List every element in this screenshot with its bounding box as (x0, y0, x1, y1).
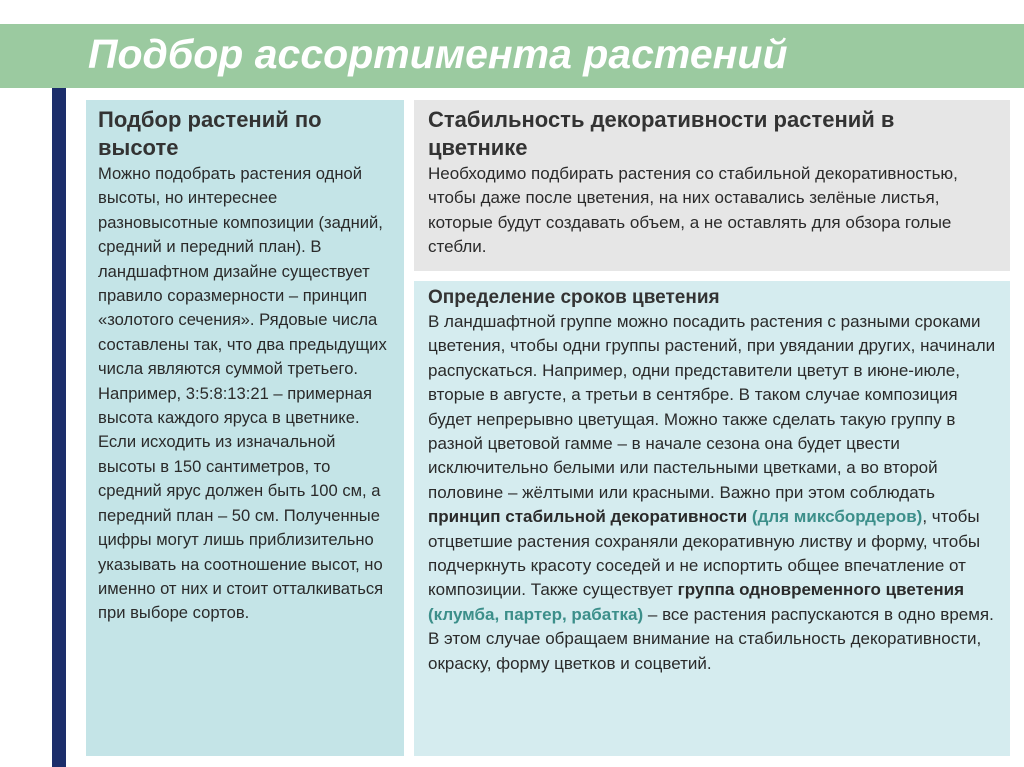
bloom-timing-text (428, 310, 1000, 676)
simultaneous-bloom-group: группа одновременного цветения (677, 580, 964, 600)
bloom-timing-text-part3: – все растения распускаются в одно время. В этом случае обращаем внимание на стабильность декоративности, окраску, форму цветков и соцветий. (428, 604, 994, 673)
bloom-timing-text-part1: В ландшафтной группе можно посадить растения с разными сроками цветения, чтобы одни группы растений, при увядании других, начинали распускаться. Например, одни представители цветут в июне-июле, вторые в августе, а третьи в сентябре. В таком случае композиция будет непрерывно цветущая. Можно также сделать такую группу в разной цветовой гамме – в начале сезона она будет цвести исключительно белыми или пастельными цветками, а во второй половине – жёлтыми или красными. Важно при этом соблюдать (428, 312, 996, 502)
decorative-stability-panel (414, 100, 1010, 271)
side-accent-stripe (52, 88, 66, 767)
bloom-timing-heading: Определение сроков цветения (428, 287, 720, 308)
flowerbed-types-note: (клумба, партер, рабатка) (428, 604, 644, 624)
height-selection-heading: Подбор растений по высоте (98, 107, 322, 160)
stable-decorativeness-principle: принцип стабильной декоративности (428, 507, 748, 527)
slide-title: Подбор ассортимента растений (88, 31, 788, 77)
mixborders-note: (для миксбордеров) (751, 507, 923, 527)
decorative-stability-text: Необходимо подбирать растения со стабильной декоративностью, чтобы даже после цветения, на них оставались зелёные листья, которые будут создавать объем, а не оставлять для обзора голые стебли. (428, 164, 958, 257)
height-selection-text: Можно подобрать растения одной высоты, но интереснее разновысотные композиции (задний, средний и передний план). В ландшафтном дизайне существует правило соразмерности – принцип «золотого сечения». Рядовые числа составлены так, что два предыдущих числа являются суммой третьего. Например, 3:5:8:13:21 – примерная высота каждого яруса в цветнике. Если исходить из изначальной высоты в 150 сантиметров, то средний ярус должен быть 100 см, а передний план – 50 см. Полученные цифры могут лишь приблизительно указывать на соотношение высот, но именно от них и стоит отталкиваться при выборе сортов. (98, 164, 387, 623)
bloom-timing-panel (414, 281, 1010, 756)
title-bar (0, 24, 1024, 88)
height-selection-panel (86, 100, 404, 756)
bloom-timing-text-part2: , чтобы отцветшие растения сохраняли декоративную листву и форму, чтобы подчеркнуть красоту соседей и не испортить общее впечатление от композиции. Также существует (428, 507, 981, 600)
decorative-stability-heading: Стабильность декоративности растений в цветнике (428, 107, 895, 160)
